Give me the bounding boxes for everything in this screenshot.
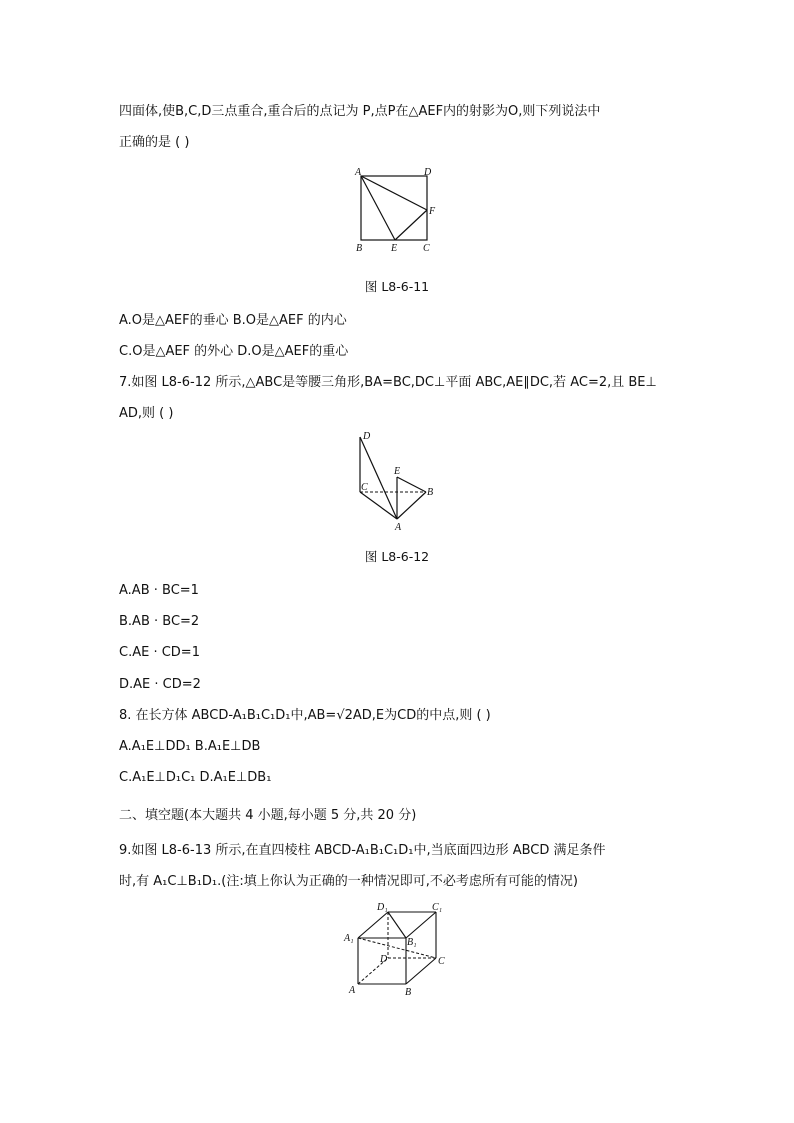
label-D: D: [424, 167, 432, 178]
label-C: C: [423, 243, 430, 254]
label-A: A: [355, 167, 362, 178]
label-B: B: [405, 987, 412, 998]
q9-line1: 9.如图 L8-6-13 所示,在直四棱柱 ABCD-A₁B₁C₁D₁中,当底面四边形 ABCD 满足条件: [119, 843, 606, 858]
label-B1: B₁: [407, 937, 417, 948]
q7-line1: 7.如图 L8-6-12 所示,△ABC是等腰三角形,BA=BC,DC⊥平面 ABC,AE∥DC,若 AC=2,且 BE⊥: [119, 375, 657, 390]
q7-option-a: A.AB · BC=1: [119, 583, 199, 598]
section-title-fill-blank: 二、填空题(本大题共 4 小题,每小题 5 分,共 20 分): [119, 808, 417, 823]
figure-l8-6-11: [340, 163, 450, 258]
caption-l8-6-12: 图 L8-6-12: [364, 549, 430, 564]
q6-line1: 四面体,使B,C,D三点重合,重合后的点记为 P,点P在△AEF内的射影为O,则下列说法中: [119, 104, 601, 119]
q7-option-d: D.AE · CD=2: [119, 677, 201, 692]
label-B: B: [356, 243, 363, 254]
label-D: D: [380, 954, 388, 965]
label-C: C: [438, 956, 445, 967]
q8-stem: 8. 在长方体 ABCD-A₁B₁C₁D₁中,AB=√2AD,E为CD的中点,则 ( ): [119, 708, 491, 723]
label-A: A: [349, 985, 356, 996]
label-E: E: [391, 243, 398, 254]
q7-option-b: B.AB · BC=2: [119, 614, 200, 629]
label-C1: C₁: [432, 902, 443, 913]
label-D: D: [363, 431, 371, 442]
label-A1: A₁: [344, 933, 354, 944]
label-A: A: [395, 522, 402, 533]
label-E: E: [394, 466, 401, 477]
label-D1: D₁: [377, 902, 388, 913]
q6-options-cd: C.O是△AEF 的外心 D.O是△AEF的重心: [119, 344, 349, 359]
label-B: B: [427, 487, 434, 498]
q6-options-ab: A.O是△AEF的垂心 B.O是△AEF 的内心: [119, 313, 347, 328]
label-F: F: [429, 206, 436, 217]
figure-l8-6-12: [350, 428, 450, 538]
caption-l8-6-11: 图 L8-6-11: [364, 279, 430, 294]
figure-l8-6-13: [340, 898, 465, 1003]
q7-option-c: C.AE · CD=1: [119, 645, 200, 660]
label-C: C: [361, 482, 368, 493]
q6-line2: 正确的是 ( ): [119, 135, 190, 150]
q8-options-cd: C.A₁E⊥D₁C₁ D.A₁E⊥DB₁: [119, 770, 272, 785]
q7-line2: AD,则 ( ): [119, 406, 174, 421]
q8-options-ab: A.A₁E⊥DD₁ B.A₁E⊥DB: [119, 739, 261, 754]
q9-line2: 时,有 A₁C⊥B₁D₁.(注:填上你认为正确的一种情况即可,不必考虑所有可能的情况): [119, 874, 578, 889]
